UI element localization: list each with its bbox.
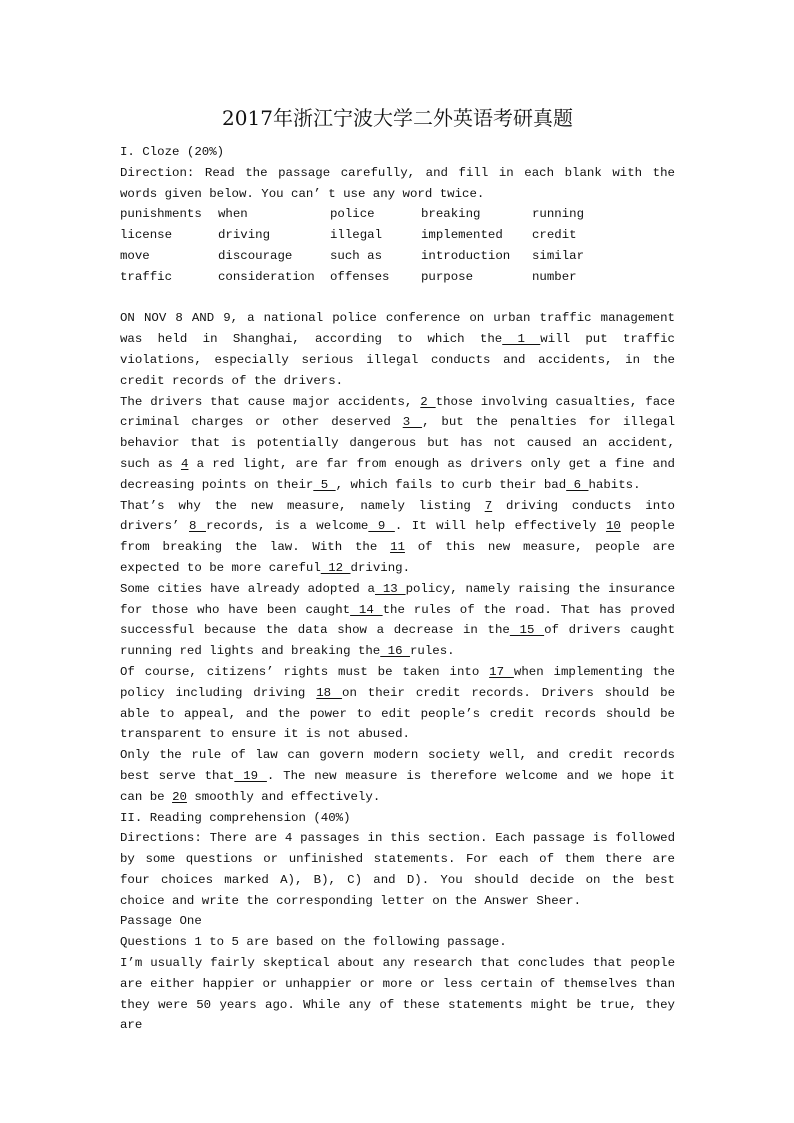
word-bank-item: similar	[532, 248, 585, 263]
paragraph-text: Of course, citizens’ rights must be taken into	[120, 664, 480, 679]
blank-5: 5	[313, 477, 336, 492]
word-bank-item: police	[330, 207, 375, 222]
paragraph-text: those involving casualties, face criminal charges or other deserved	[120, 394, 675, 430]
word-bank-item: such as	[330, 248, 383, 263]
word-bank-item: when	[218, 207, 248, 222]
blank-13: 13	[374, 581, 406, 596]
paragraph-text: . The new measure is therefore welcome and we hope it can be	[120, 768, 675, 804]
blank-17: 17	[489, 664, 514, 679]
blank-4: 4	[181, 456, 189, 471]
word-bank-item: traffic	[120, 269, 173, 284]
section-heading-cloze: I. Cloze (20%)	[120, 145, 225, 159]
paragraph-text: on their credit records. Drivers should be able to appeal, and the power to edit people’s credit records should be transparent to ensure it is not abused.	[120, 685, 676, 742]
word-bank-item: offenses	[330, 269, 390, 284]
blank-9: 9	[368, 519, 395, 534]
word-bank-item: purpose	[421, 269, 474, 284]
blank-6: 6	[566, 477, 589, 492]
cloze-paragraph-5	[120, 662, 675, 745]
word-bank-item: punishments	[120, 207, 202, 222]
paragraph-text: , which fails to curb their bad	[335, 477, 567, 492]
spacer	[120, 288, 675, 309]
word-bank-item: implemented	[421, 228, 503, 243]
blank-16: 16	[380, 644, 410, 659]
blank-2: 2	[420, 394, 436, 409]
paragraph-text: ON NOV 8 AND 9, a national police conference on urban traffic management was held in Shanghai, according to which the	[120, 311, 675, 347]
blank-3: 3	[402, 415, 423, 430]
paragraph-text: a red light, are far from enough as drivers only get a fine and decreasing points on their	[120, 456, 675, 492]
document-page	[120, 104, 675, 1036]
paragraph-text: of drivers caught running red lights and breaking the	[120, 623, 676, 659]
word-bank-item: illegal	[330, 228, 383, 243]
blank-8: 8	[189, 519, 206, 534]
paragraph-text: records, is a welcome	[205, 519, 369, 534]
paragraph-text: Some cities have already adopted a	[120, 581, 375, 596]
paragraph-text: That’s why the new measure, namely listing	[120, 498, 471, 513]
word-bank-item: number	[532, 269, 577, 284]
passage-title: Passage One	[120, 914, 202, 929]
word-bank-item: driving	[218, 228, 271, 243]
paragraph-text: the rules of the road. That has proved successful because the data show a decrease in the	[120, 602, 675, 638]
paragraph-text: driving conducts into drivers’	[120, 498, 675, 534]
paragraph-text: habits.	[588, 477, 641, 492]
word-bank-item: discourage	[218, 248, 293, 263]
blank-11: 11	[390, 540, 405, 555]
blank-15: 15	[509, 623, 545, 638]
blank-19: 19	[234, 768, 267, 783]
reading-directions: Directions: There are 4 passages in this section. Each passage is followed by some questions or unfinished statements. For each of them there are four choices marked A), B), C) and D). You should decide on the best choice and write the corresponding letter on the Answer Sheer.	[120, 831, 675, 908]
cloze-direction: Direction: Read the passage carefully, and fill in each blank with the words given below. You can’ t use any word twice.	[120, 165, 675, 201]
word-bank	[120, 204, 675, 287]
cloze-paragraph-1	[120, 308, 675, 391]
word-bank-item: breaking	[421, 207, 481, 222]
word-bank-item: running	[532, 207, 585, 222]
paragraph-text: will put traffic violations, especially serious illegal conducts and accidents, in the credit records of the drivers.	[120, 332, 675, 388]
blank-18: 18	[316, 685, 343, 700]
word-bank-item: license	[120, 228, 173, 243]
paragraph-text: . It will help effectively	[394, 519, 597, 534]
cloze-paragraph-3	[120, 496, 675, 579]
paragraph-text: driving.	[350, 560, 411, 575]
blank-10: 10	[605, 519, 621, 534]
cloze-paragraph-6	[120, 745, 675, 807]
word-bank-item: introduction	[421, 248, 511, 263]
cloze-paragraph-2	[120, 392, 675, 496]
paragraph-text: when implementing the policy including driving	[120, 664, 675, 700]
blank-7: 7	[484, 498, 493, 513]
word-bank-item: move	[120, 248, 150, 263]
word-bank-item: credit	[532, 228, 577, 243]
cloze-paragraph-4	[120, 579, 675, 662]
paragraph-text: people from breaking the law. With the	[120, 519, 675, 555]
blank-20: 20	[172, 789, 187, 804]
paragraph-text: , but the penalties for illegal behavior that is potentially dangerous but has not caused an accident, such as	[120, 415, 676, 471]
paragraph-text: smoothly and effectively.	[186, 789, 381, 804]
paragraph-text: policy, namely raising the insurance for those who have been caught	[120, 581, 676, 617]
blank-1: 1	[502, 332, 541, 347]
paragraph-text: rules.	[410, 644, 455, 659]
paragraph-text: Only the rule of law can govern modern society well, and credit records best serve that	[120, 748, 675, 783]
blank-14: 14	[350, 602, 383, 617]
page-title: 2017年浙江宁波大学二外英语考研真题	[222, 106, 573, 130]
blank-12: 12	[320, 560, 351, 575]
paragraph-text: of this new measure, people are expected to be more careful	[120, 540, 675, 575]
section-heading-reading: II. Reading comprehension (40%)	[120, 810, 351, 825]
paragraph-text: The drivers that cause major accidents,	[120, 394, 413, 409]
passage-one-text: I’m usually fairly skeptical about any research that concludes that people are either happier or unhappier or more or less certain of themselves than they were 50 years ago. While any of these statements might be true, they are	[120, 956, 675, 1033]
questions-intro: Questions 1 to 5 are based on the following passage.	[120, 935, 507, 950]
word-bank-item: consideration	[218, 269, 315, 284]
